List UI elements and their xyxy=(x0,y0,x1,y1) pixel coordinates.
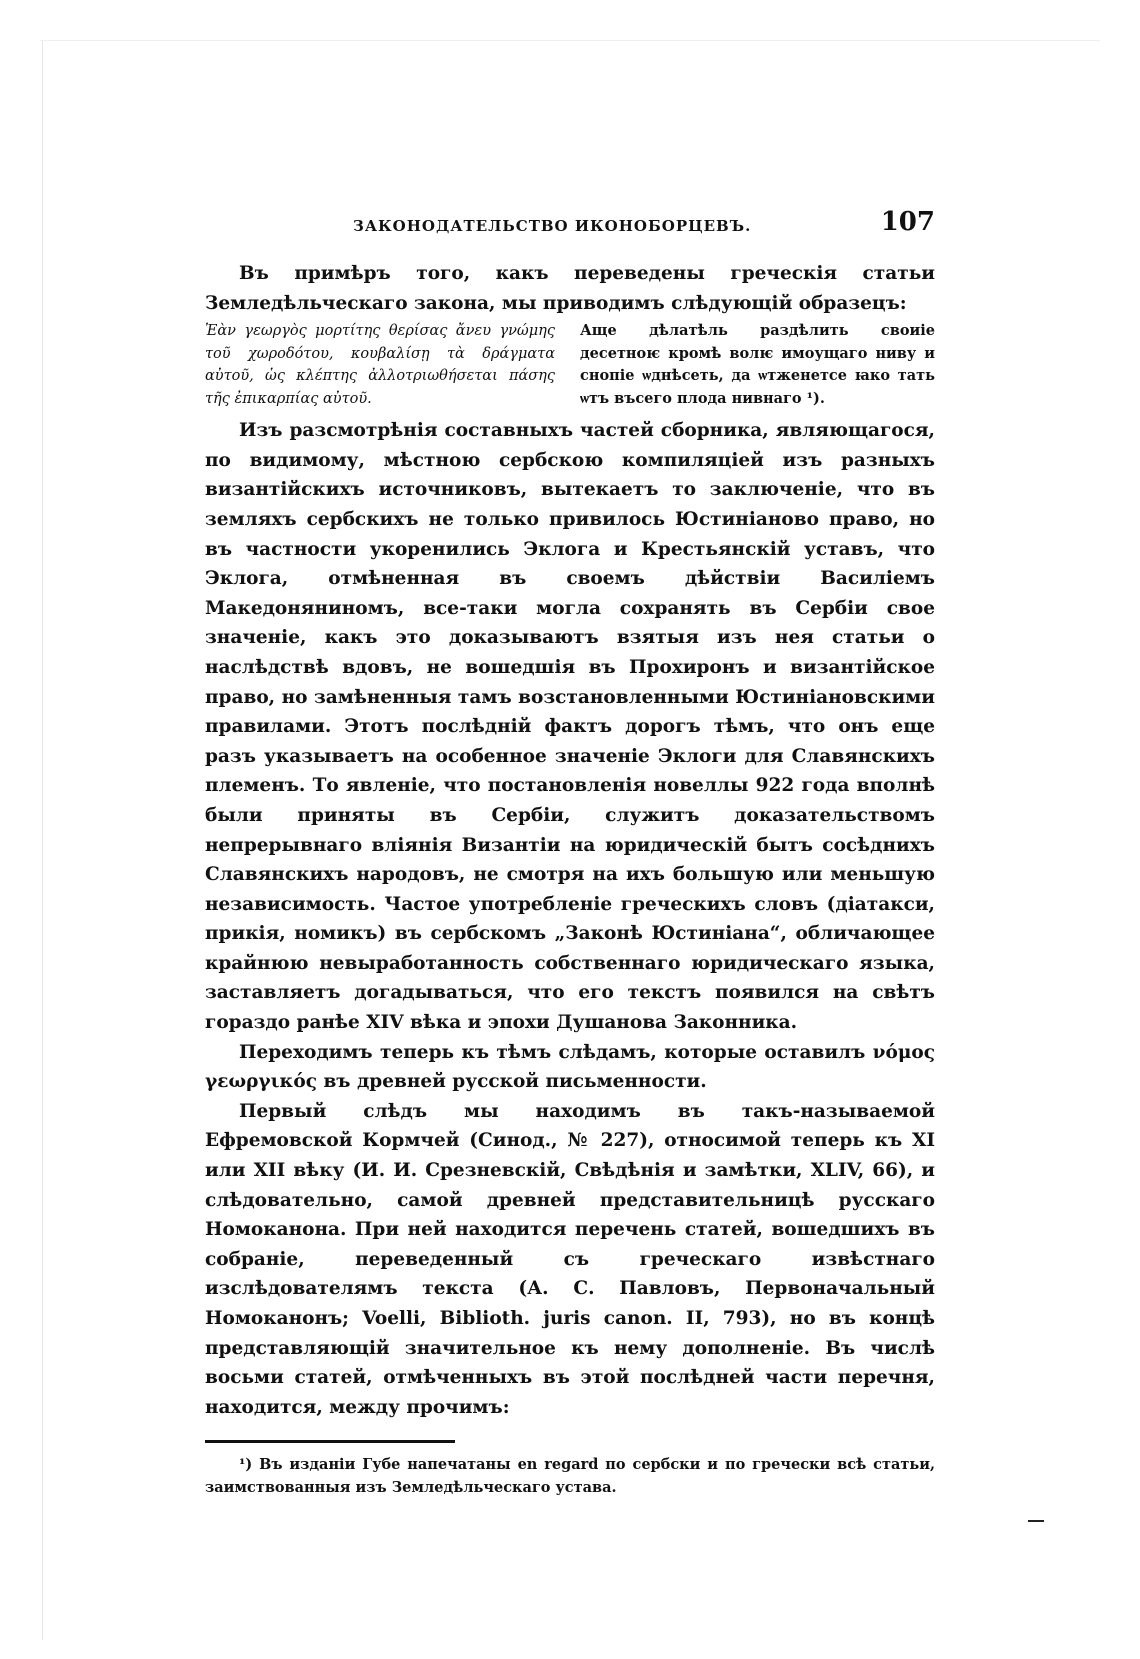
margin-mark xyxy=(1028,1520,1044,1522)
running-title: ЗАКОНОДАТЕЛЬСТВО ИКОНОБОРЦЕВЪ. xyxy=(353,217,752,235)
slavonic-column: Аще дѣлатѣль раздѣлить своиіе десетноѥ кромѣ волѥ имоущаго ниву и снопіе ѡднѣсеть, да ѡтженетсе ꙗко тать ѡтъ въсего плода нивнаго ¹). xyxy=(580,322,935,407)
scan-edge xyxy=(42,40,43,1640)
page-number: 107 xyxy=(880,207,935,237)
page-header xyxy=(205,205,935,249)
footnote-rule xyxy=(205,1440,455,1443)
scan-edge xyxy=(40,40,1100,41)
body-paragraph: Изъ разсмотрѣнія составныхъ частей сборника, являющагося, по видимому, мѣстною сербскою компиляціей изъ разныхъ византійскихъ источниковъ, вытекаетъ то заключеніе, что въ земляхъ сербскихъ не только привилось Юстиніаново право, но въ частности укоренились Эклога и Крестьянскій уставъ, что Эклога, отмѣненная въ своемъ дѣйствіи Василіемъ Македоняниномъ, все-таки могла сохранять въ Сербіи свое значеніе, какъ это доказываютъ взятыя изъ нея статьи о наслѣдствѣ вдовъ, не вошедшія въ Прохиронъ и византійское право, но замѣненныя тамъ возстановленными Юстиніановскими правилами. Этотъ послѣдній фактъ дорогъ тѣмъ, что онъ еще разъ указываетъ на особенное значеніе Эклоги для Славянскихъ племенъ. То явленіе, что постановленія новеллы 922 года вполнѣ были приняты въ Сербіи, служитъ доказательствомъ непрерывнаго вліянія Византіи на юридическій бытъ сосѣднихъ Славянскихъ народовъ, не смотря на ихъ большую или меньшую независимость. Частое употребленіе греческихъ словъ (діатакси, прикія, номикъ) въ сербскомъ „Законѣ Юстиніана“, обличающее крайнюю невыработанность собственнаго юридическаго языка, заставляетъ догадываться, что его текстъ появился на свѣтъ гораздо ранѣе XIV вѣка и эпохи Душанова Законника. xyxy=(205,420,935,1034)
body-paragraph: Первый слѣдъ мы находимъ въ такъ-называемой Ефремовской Кормчей (Синод., № 227), относимой теперь къ XI или XII вѣку (И. И. Срезневскій, Свѣдѣнія и замѣтки, XLIV, 66), и слѣдовательно, самой древней представительницѣ русскаго Номоканона. При ней находится перечень статей, вошедшихъ въ собраніе, переведенный съ греческаго извѣстнаго изслѣдователямъ текста (А. С. Павловъ, Первоначальный Номоканонъ; Voelli, Biblioth. juris canon. II, 793), но въ концѣ представляющій значительное къ нему дополненіе. Въ числѣ восьми статей, отмѣченныхъ въ этой послѣдней части перечня, находится, между прочимъ: xyxy=(205,1100,935,1418)
body-paragraph: Переходимъ теперь къ тѣмъ слѣдамъ, которые оставилъ νόμος γεωργικός въ древней русской письменности. xyxy=(205,1041,935,1093)
greek-column: Ἐὰν γεωργὸς μορτίτης θερίσας ἄνευ γνώμης τοῦ χωροδότου, κουβαλίσῃ τὰ δράγματα αὐτοῦ, ὡς κλέπτης ἀλλοτριωθήσεται πάσης τῆς ἐπικαρπίας αὐτοῦ. xyxy=(205,323,555,407)
text-block xyxy=(205,205,935,1499)
intro-paragraph: Въ примѣръ того, какъ переведены греческія статьи Земледѣльческаго закона, мы приводимъ слѣдующій образецъ: xyxy=(205,263,935,314)
parallel-text xyxy=(205,320,935,410)
footnote: ¹) Въ изданіи Губе напечатаны en regard по сербски и по гречески всѣ статьи, заимствованныя изъ Земледѣльческаго устава. xyxy=(205,1456,935,1497)
